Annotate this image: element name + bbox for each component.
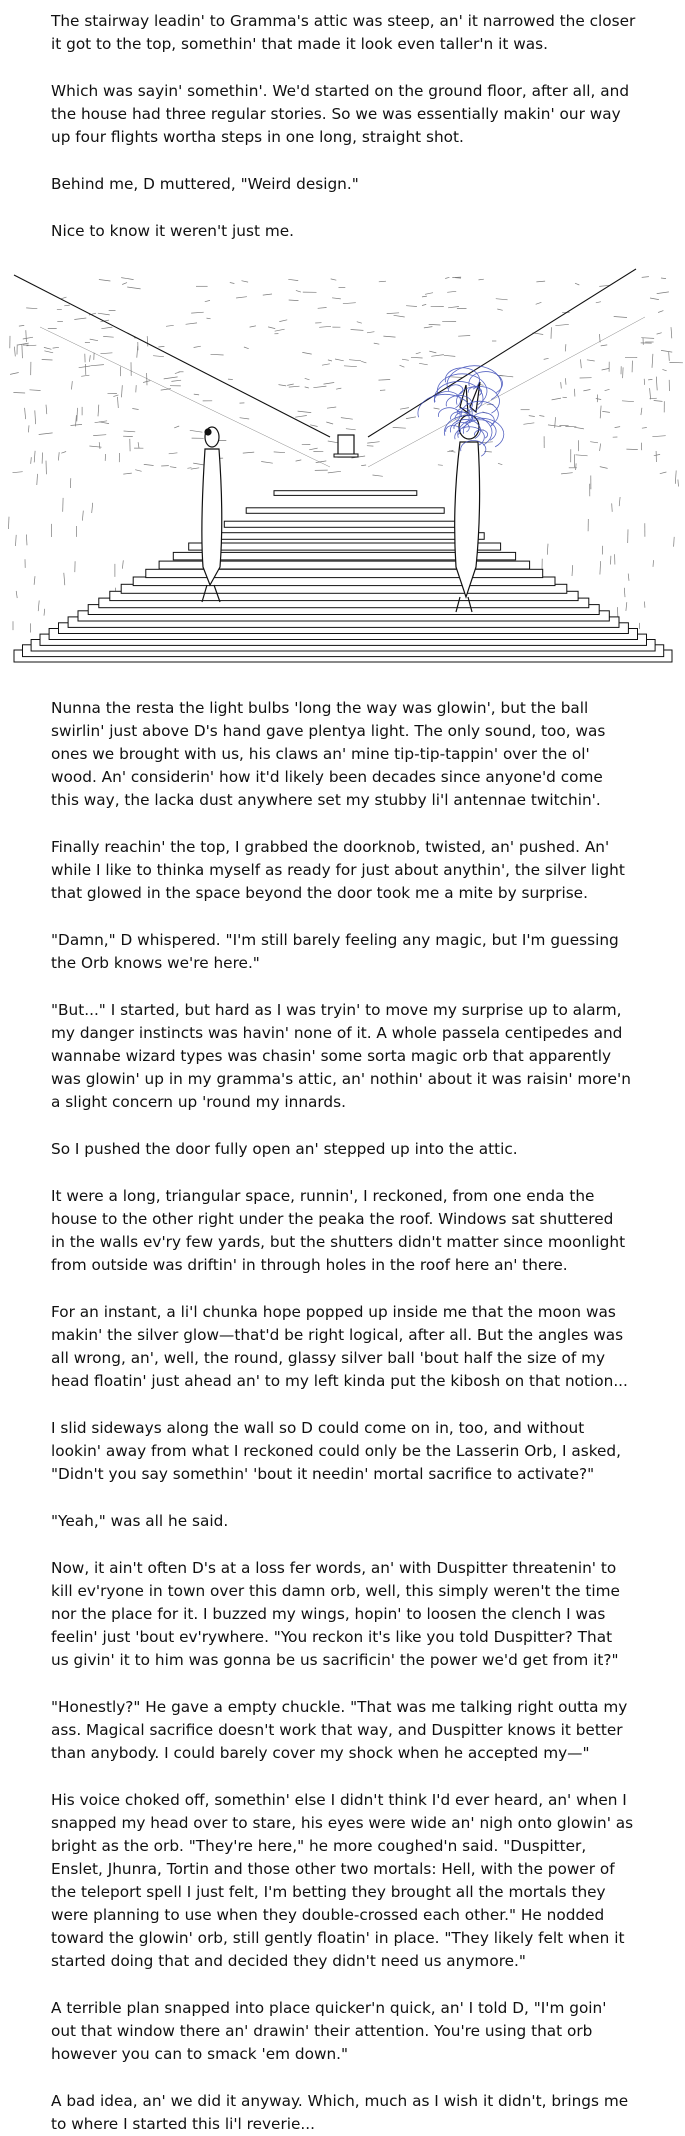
story-paragraph: It were a long, triangular space, runnin', I reckoned, from one enda the house to the other right under the peaka the roof. Windows sat shuttered in the walls ev'ry few yards, but the shutters didn't matter since moonlight from outside was driftin' in through holes in the roof here an' there. (51, 1185, 645, 1277)
story-text-bottom (0, 697, 685, 2136)
story-text-top (0, 0, 685, 243)
story-paragraph: For an instant, a li'l chunka hope popped up inside me that the moon was makin' the silver glow—that'd be right logical, after all. But the angles was all wrong, an', well, the round, glassy silver ball 'bout half the size of my head floatin' just ahead an' to my left kinda put the kibosh on that notion... (51, 1301, 645, 1393)
story-paragraph: "Honestly?" He gave a empty chuckle. "That was me talking right outta my ass. Magical sacrifice doesn't work that way, and Duspitter knows it better than anybody. I could barely cover my shock when he accepted my—" (51, 1696, 645, 1765)
story-paragraph: Which was sayin' somethin'. We'd started on the ground floor, after all, and the house had three regular stories. So we was essentially makin' our way up four flights wortha steps in one long, straight shot. (51, 80, 645, 149)
story-paragraph: I slid sideways along the wall so D could come on in, too, and without lookin' away from what I reckoned could only be the Lasserin Orb, I asked, "Didn't you say somethin' 'bout it needin' mortal sacrifice to activate?" (51, 1417, 645, 1486)
story-paragraph: Nunna the resta the light bulbs 'long the way was glowin', but the ball swirlin' just above D's hand gave plentya light. The only sound, too, was ones we brought with us, his claws an' mine tip-tip-tappin' over the ol' wood. An' considerin' how it'd likely been decades since anyone'd come this way, the lacka dust anywhere set my stubby li'l antennae twitchin'. (51, 697, 645, 812)
story-paragraph: Now, it ain't often D's at a loss fer words, an' with Duspitter threatenin' to kill ev'ryone in town over this damn orb, well, this simply weren't the time nor the place for it. I buzzed my wings, hopin' to loosen the clench I was feelin' just 'bout ev'rywhere. "You reckon it's like you told Duspitter? That us givin' it to him was gonna be us sacrificin' the power we'd get from it?" (51, 1557, 645, 1672)
staircase (14, 454, 672, 662)
story-paragraph: Behind me, D muttered, "Weird design." (51, 173, 645, 196)
story-paragraph: A terrible plan snapped into place quicker'n quick, an' I told D, "I'm goin' out that window there an' drawin' their attention. You're using that orb however you can to smack 'em down." (51, 1997, 645, 2066)
story-paragraph: "But..." I started, but hard as I was tryin' to move my surprise up to alarm, my danger instincts was havin' none of it. A whole passela centipedes and wannabe wizard types was chasin' some sorta magic orb that apparently was glowin' up in my gramma's attic, an' nothin' about it was raisin' more'n a slight concern up 'round my innards. (51, 999, 645, 1114)
stairway-illustration (0, 267, 685, 680)
ceiling-right-edge (368, 269, 636, 437)
story-paragraph: Nice to know it weren't just me. (51, 220, 645, 243)
story-paragraph: A bad idea, an' we did it anyway. Which, much as I wish it didn't, brings me to where I started this li'l reverie... (51, 2090, 645, 2136)
story-paragraph: His voice choked off, somethin' else I didn't think I'd ever heard, an' when I snapped my head over to stare, his eyes were wide an' nigh onto glowin' as bright as the orb. "They're here," he more coughed'n said. "Duspitter, Enslet, Jhunra, Tortin and those other two mortals: Hell, with the power of the teleport spell I just felt, I'm betting they brought all the mortals they were planning to use when they double-crossed each other." He nodded toward the glowin' orb, still gently floatin' in place. "They likely felt when it started doing that and decided they didn't need us anymore." (51, 1789, 645, 1973)
story-paragraph: "Yeah," was all he said. (51, 1510, 645, 1533)
story-paragraph: Finally reachin' the top, I grabbed the doorknob, twisted, an' pushed. An' while I like to thinka myself as ready for just about anythin', the silver light that glowed in the space beyond the door took me a mite by surprise. (51, 836, 645, 905)
story-paragraph: The stairway leadin' to Gramma's attic was steep, an' it narrowed the closer it got to the top, somethin' that made it look even taller'n it was. (51, 10, 645, 56)
ceiling-left-edge (14, 275, 330, 437)
story-paragraph: "Damn," D whispered. "I'm still barely feeling any magic, but I'm guessing the Orb knows we're here." (51, 929, 645, 975)
story-paragraph: So I pushed the door fully open an' stepped up into the attic. (51, 1138, 645, 1161)
